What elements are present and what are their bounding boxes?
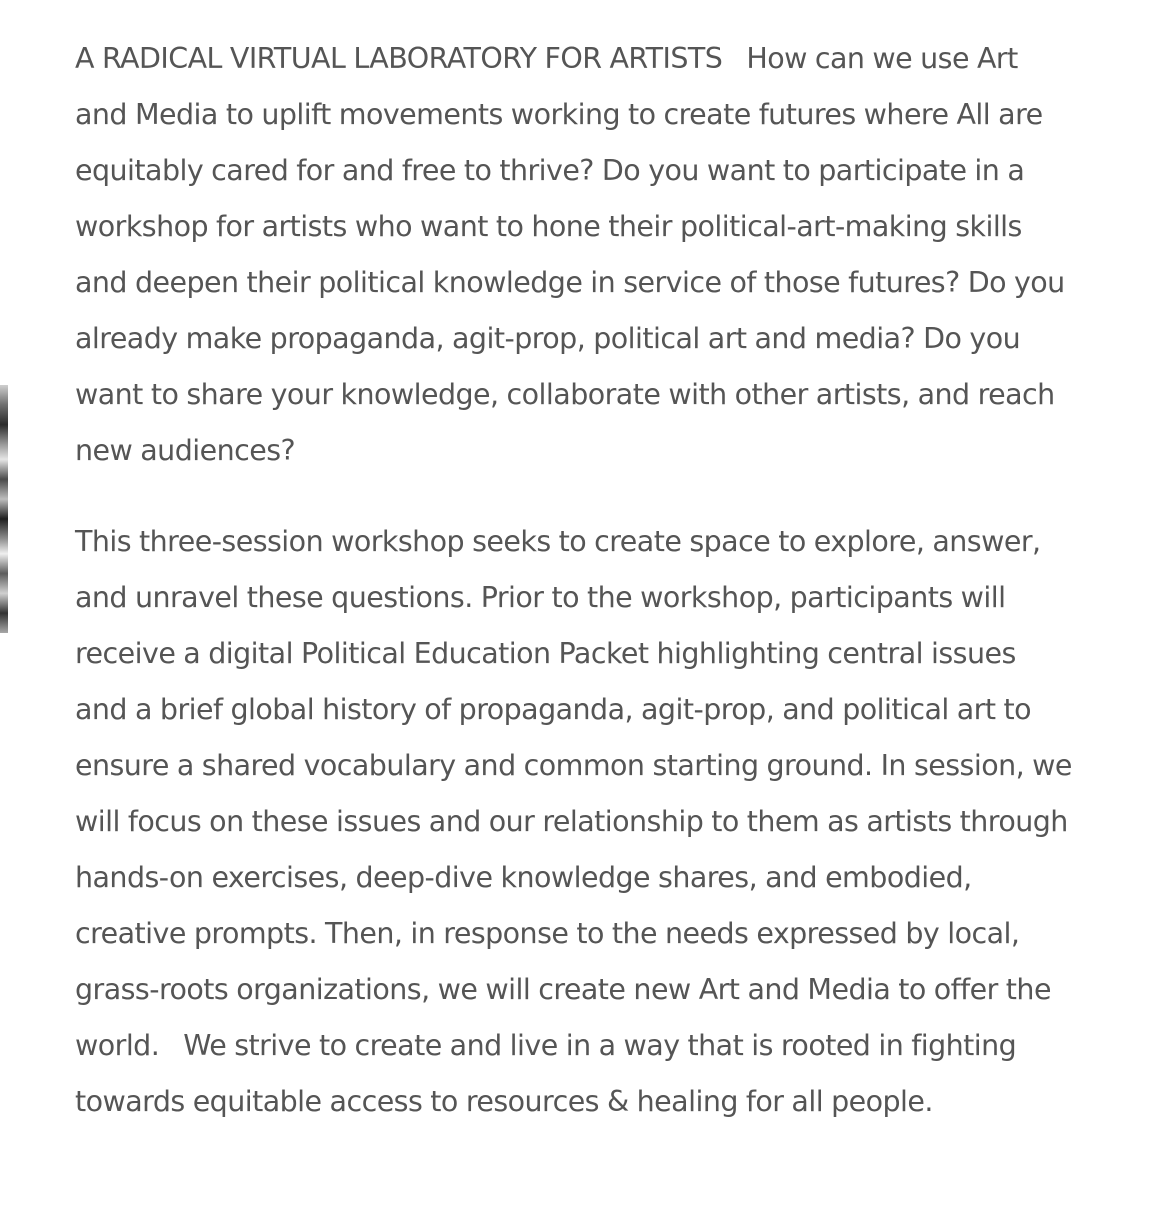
intro-text: How can we use Art and Media to uplift movements working to create futures where All are equitably cared for and free to thrive? Do you want to participate in a workshop for artists who want to hone their political-art-making skills and deepen their political knowledge in service of those futures? Do you already make propaganda, agit-prop, political art and media? Do you want to share your knowledge, collaborate with other artists, and reach new audiences? — [75, 42, 1065, 467]
partial-gallery-image — [0, 385, 8, 633]
intro-paragraph — [75, 31, 1075, 479]
description-text: This three-session workshop seeks to create space to explore, answer, and unravel these questions. Prior to the workshop, participants will receive a digital Political Education Packet highlighting central issues and a brief global history of propaganda, agit-prop, and political art to ensure a shared vocabulary and common starting ground. In session, we will focus on these issues and our relationship to them as artists through hands-on exercises, deep-dive knowledge shares, and embodied, creative prompts. Then, in response to the needs expressed by local, grass-roots organizations, we will create new Art and Media to offer the world. — [75, 525, 1072, 1062]
workshop-description — [75, 31, 1075, 1165]
intro-heading: A RADICAL VIRTUAL LABORATORY FOR ARTISTS — [75, 42, 723, 75]
description-paragraph — [75, 514, 1075, 1130]
closing-text: We strive to create and live in a way that is rooted in fighting towards equitable access to resources & healing for all people. — [75, 1029, 1017, 1118]
